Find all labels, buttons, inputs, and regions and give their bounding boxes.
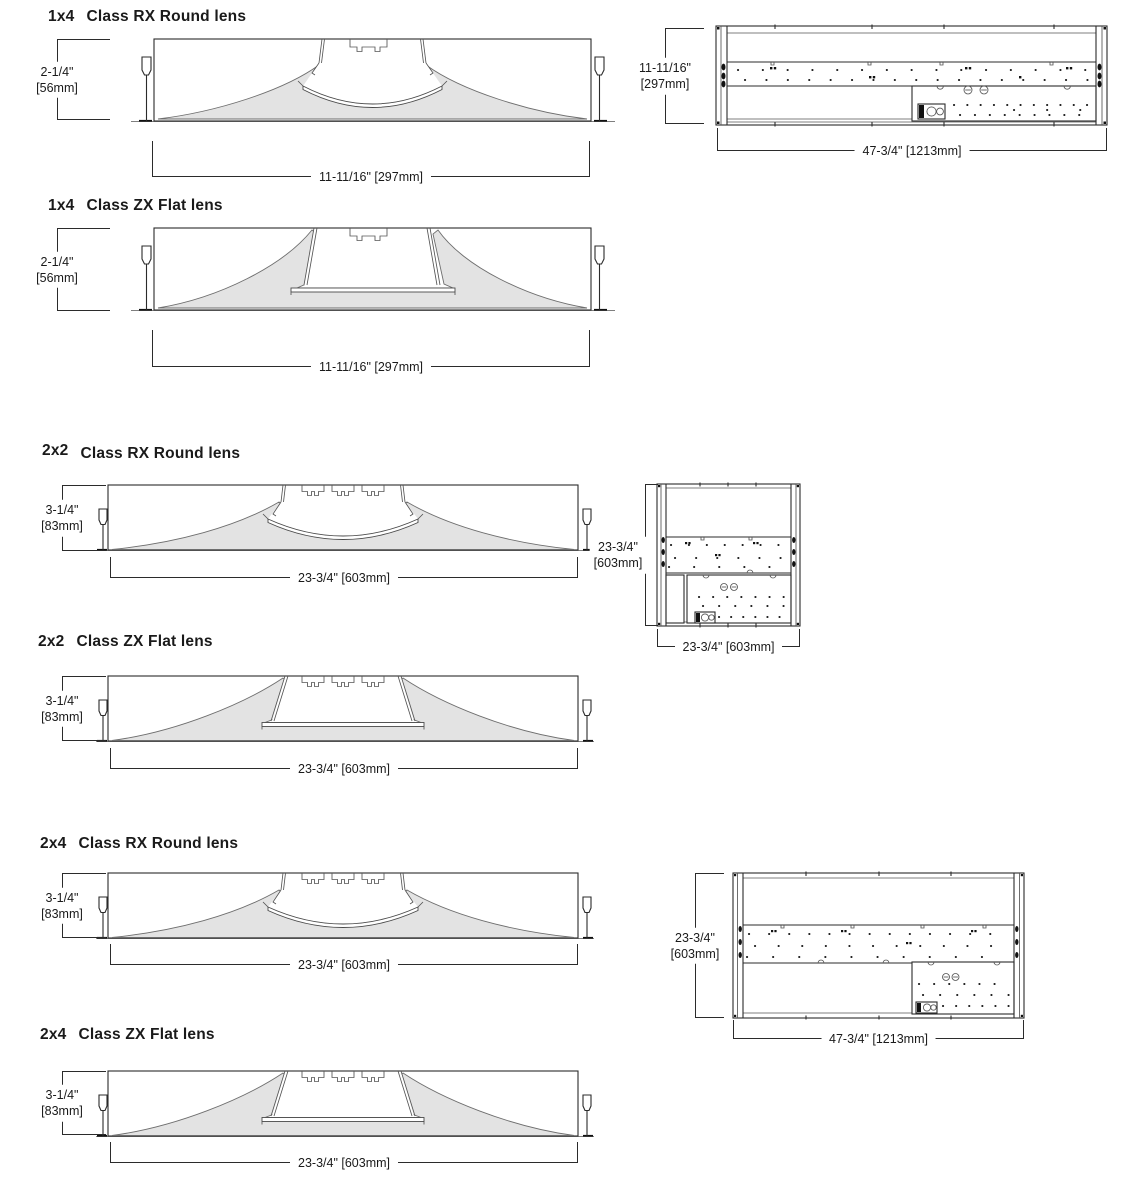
hanger-bracket-right bbox=[595, 57, 604, 75]
junction-box bbox=[916, 1002, 937, 1013]
width-dimension-label: 23-3/4" [603mm] bbox=[290, 958, 398, 972]
junction-box bbox=[695, 612, 715, 623]
height-dimension-label: 11-11/16" [297mm] bbox=[635, 58, 695, 95]
hanger-bracket-right bbox=[583, 897, 591, 913]
flat-lens bbox=[291, 288, 455, 292]
wireway-compartment bbox=[666, 575, 684, 623]
width-dimension-label: 11-11/16" [297mm] bbox=[311, 360, 431, 374]
cross-section-1x4-zx bbox=[131, 226, 615, 321]
width-dimension-label: 23-3/4" [603mm] bbox=[675, 640, 783, 654]
hanger-bracket-right bbox=[583, 700, 591, 716]
height-dimension-label: 3-1/4" [83mm] bbox=[37, 500, 87, 537]
hanger-bracket-right bbox=[583, 509, 591, 525]
height-dimension-t2 bbox=[593, 484, 658, 626]
section-title-2x4-zx bbox=[40, 1026, 215, 1044]
flat-lens bbox=[262, 723, 424, 727]
height-dimension-label: 2-1/4" [56mm] bbox=[32, 251, 82, 288]
rear-view-1x4 bbox=[714, 24, 1109, 127]
height-dimension-t1 bbox=[639, 28, 704, 124]
fixture-size-label: 1x4 bbox=[48, 197, 75, 214]
fixture-size-label: 2x2 bbox=[42, 442, 69, 459]
junction-box bbox=[918, 104, 945, 119]
height-dimension-s1 bbox=[36, 39, 110, 120]
lens-type-label: Class ZX Flat lens bbox=[78, 1026, 215, 1043]
width-dimension-t3 bbox=[733, 1020, 1024, 1046]
width-dimension-label: 23-3/4" [603mm] bbox=[290, 571, 398, 585]
lens-type-label: Class ZX Flat lens bbox=[86, 197, 223, 214]
height-dimension-s5 bbox=[41, 873, 106, 938]
width-dimension-label: 11-11/16" [297mm] bbox=[311, 170, 431, 184]
section-title-1x4-rx bbox=[48, 8, 246, 26]
width-dimension-s5 bbox=[110, 944, 578, 972]
height-dimension-label: 23-3/4" [603mm] bbox=[590, 537, 647, 574]
height-dimension-label: 3-1/4" [83mm] bbox=[37, 1085, 87, 1122]
width-dimension-s1 bbox=[152, 141, 590, 184]
fixture-size-label: 1x4 bbox=[48, 8, 75, 25]
hanger-bracket-left bbox=[142, 57, 151, 75]
width-dimension-label: 23-3/4" [603mm] bbox=[290, 762, 398, 776]
lens-type-label: Class RX Round lens bbox=[78, 835, 239, 852]
height-dimension-t3 bbox=[670, 873, 724, 1018]
width-dimension-t2 bbox=[657, 629, 800, 654]
fixture-size-label: 2x4 bbox=[40, 1026, 67, 1043]
cross-section-2x2-rx bbox=[96, 483, 594, 559]
hanger-bracket-left bbox=[142, 246, 151, 264]
height-dimension-label: 3-1/4" [83mm] bbox=[37, 887, 87, 924]
section-title-2x4-rx bbox=[40, 835, 238, 853]
width-dimension-s2 bbox=[152, 330, 590, 374]
width-dimension-label: 47-3/4" [1213mm] bbox=[821, 1032, 936, 1046]
width-dimension-s4 bbox=[110, 748, 578, 776]
height-dimension-s3 bbox=[41, 485, 106, 551]
section-title-2x2-rx bbox=[42, 442, 240, 460]
width-dimension-t1 bbox=[717, 128, 1107, 158]
fixture-size-label: 2x4 bbox=[40, 835, 67, 852]
lens-type-label: Class ZX Flat lens bbox=[76, 633, 213, 650]
flat-lens bbox=[262, 1118, 424, 1122]
height-dimension-s6 bbox=[41, 1071, 106, 1135]
cross-section-2x4-rx bbox=[96, 871, 594, 947]
lens-type-label: Class RX Round lens bbox=[86, 8, 247, 25]
height-dimension-label: 3-1/4" [83mm] bbox=[37, 690, 87, 727]
height-dimension-s2 bbox=[36, 228, 110, 311]
rear-view-2x4 bbox=[731, 871, 1026, 1020]
cross-section-2x4-zx bbox=[96, 1069, 594, 1145]
height-dimension-label: 23-3/4" [603mm] bbox=[667, 927, 724, 964]
fixture-size-label: 2x2 bbox=[38, 633, 65, 650]
height-dimension-s4 bbox=[41, 676, 106, 741]
section-title-2x2-zx bbox=[38, 633, 213, 651]
width-dimension-label: 23-3/4" [603mm] bbox=[290, 1156, 398, 1170]
hanger-bracket-right bbox=[595, 246, 604, 264]
width-dimension-label: 47-3/4" [1213mm] bbox=[855, 144, 970, 158]
height-dimension-label: 2-1/4" [56mm] bbox=[32, 61, 82, 98]
cross-section-1x4-rx bbox=[131, 37, 615, 132]
cross-section-2x2-zx bbox=[96, 674, 594, 750]
rear-view-2x2 bbox=[655, 482, 802, 628]
lens-type-label: Class RX Round lens bbox=[80, 445, 241, 462]
width-dimension-s6 bbox=[110, 1142, 578, 1170]
width-dimension-s3 bbox=[110, 557, 578, 585]
hanger-bracket-right bbox=[583, 1095, 591, 1111]
section-title-1x4-zx bbox=[48, 197, 223, 215]
